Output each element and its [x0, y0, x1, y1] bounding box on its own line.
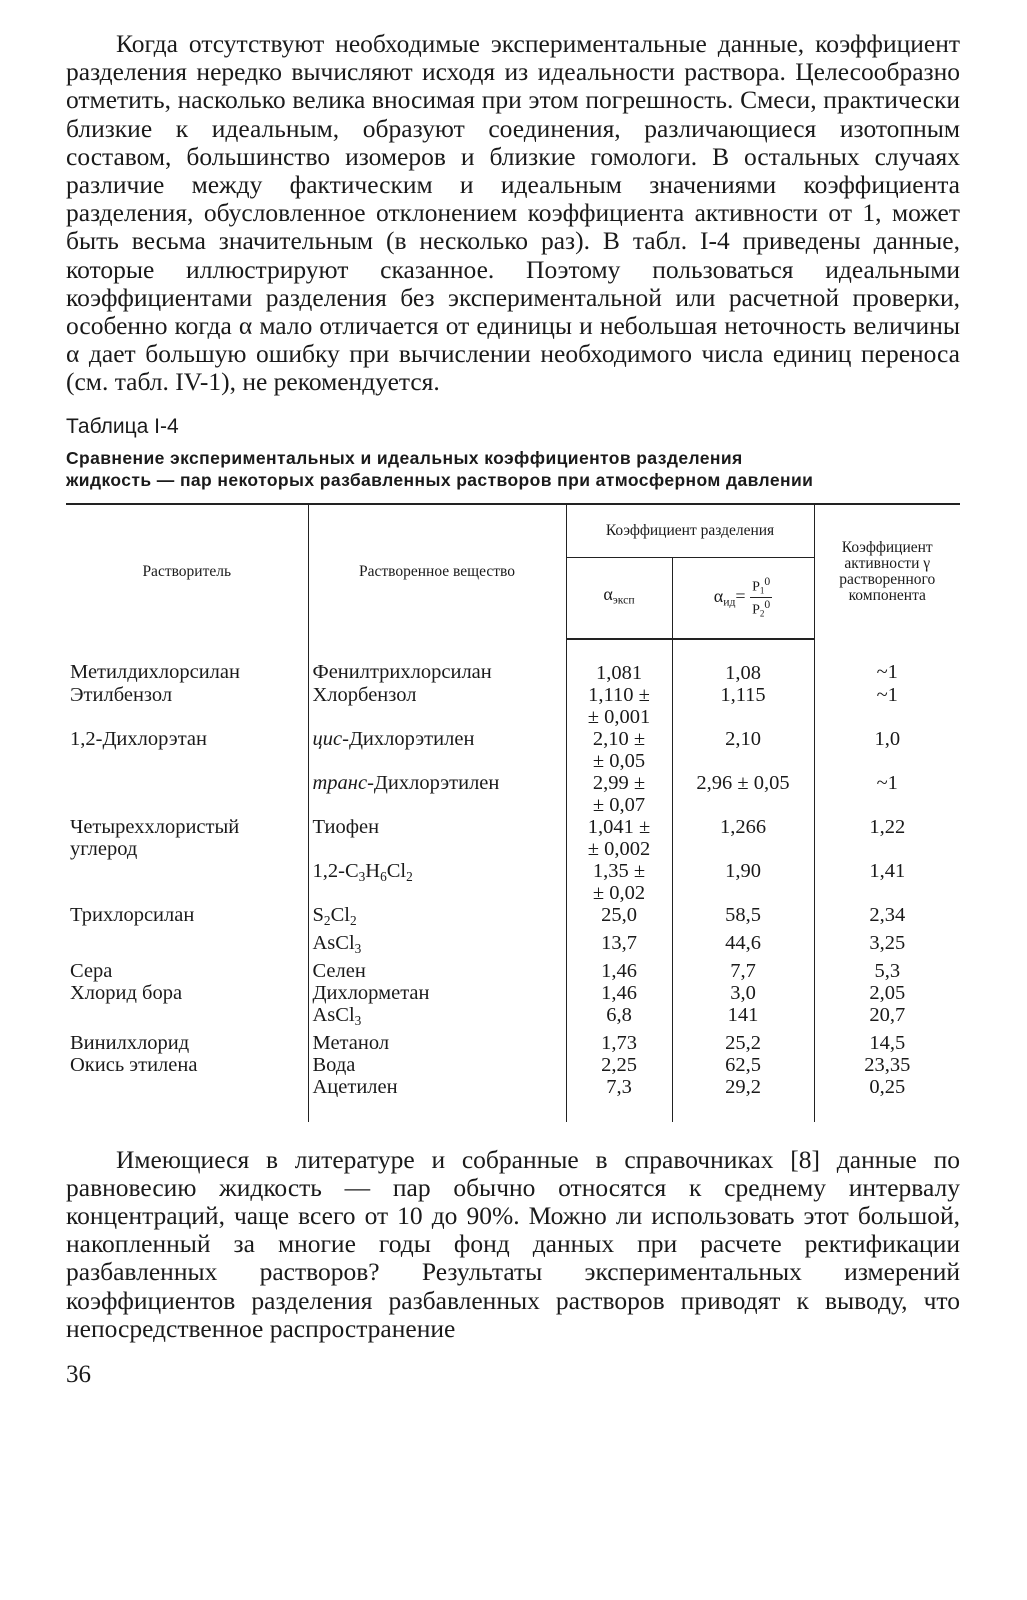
cell-alpha-exp: [566, 1004, 672, 1032]
solute-name: Вода: [312, 1053, 356, 1076]
table-row: [66, 728, 960, 772]
cell-alpha-exp: [566, 816, 672, 860]
cell-activity: 1,0: [814, 728, 960, 772]
cell-activity: 2,05: [814, 982, 960, 1004]
alpha-exp-deviation: ± 0,05: [592, 749, 646, 772]
cell-solute: [308, 816, 566, 860]
cell-solute: [308, 960, 566, 982]
table-body: [66, 639, 960, 1122]
cell-activity: 3,25: [814, 932, 960, 960]
table-caption: Таблица I-4: [66, 414, 179, 438]
solute-name: Ацетилен: [312, 1075, 398, 1098]
cell-alpha-exp: [566, 1076, 672, 1122]
closing-paragraph: Имеющиеся в литературе и собранные в справочниках [8] данные по равновесию жидкость — пар обычно относятся к среднему интервалу концентраций, чаще всего от 10 до 90%. Можно ли использовать этот большой, накопленный за многие годы фонд данных при расчете ректификации разбавленных растворов? Результаты экспериментальных измерений коэффициентов разделения разбавленных растворов приводят к выводу, что непосредственное распространение: [66, 1144, 960, 1343]
cell-solute: [308, 772, 566, 816]
cell-solute: [308, 639, 566, 684]
separation-coefficients-table: [66, 503, 960, 1122]
cell-alpha-ideal: 1,115: [672, 684, 814, 728]
cell-alpha-ideal: 62,5: [672, 1054, 814, 1076]
solute-name: $1,2-C_3H_6Cl_2$: [312, 859, 413, 884]
cell-alpha-ideal: 1,08: [672, 639, 814, 684]
alpha-exp-value: 2,99 ±: [592, 771, 646, 794]
alpha-exp-value: 1,46: [601, 981, 637, 1004]
page-number: 36: [66, 1361, 91, 1389]
cell-alpha-ideal: 29,2: [672, 1076, 814, 1122]
cell-activity: 1,22: [814, 816, 960, 860]
cell-solvent: [66, 1004, 308, 1032]
cell-alpha-ideal: 2,96 ± 0,05: [672, 772, 814, 816]
cell-alpha-exp: [566, 904, 672, 932]
cell-solute: [308, 904, 566, 932]
cell-alpha-exp: [566, 960, 672, 982]
cell-solute: [308, 728, 566, 772]
solute-name: Хлорбензол: [312, 683, 417, 706]
cell-alpha-ideal: 44,6: [672, 932, 814, 960]
cell-activity: ~1: [814, 772, 960, 816]
table-row: [66, 860, 960, 904]
solute-name: $S_2Cl_2$: [312, 903, 357, 928]
solute-name: Дихлорэтилен: [373, 771, 500, 794]
table-row: [66, 1054, 960, 1076]
cell-activity: ~1: [814, 684, 960, 728]
cell-alpha-ideal: 3,0: [672, 982, 814, 1004]
cell-alpha-exp: [566, 1032, 672, 1054]
header-solvent: Растворитель: [66, 504, 308, 639]
cell-solute: [308, 982, 566, 1004]
table-row: [66, 904, 960, 932]
solute-name: Фенилтрихлорсилан: [312, 660, 492, 683]
cell-solute: [308, 860, 566, 904]
table-row: [66, 816, 960, 860]
alpha-exp-value: 1,46: [601, 959, 637, 982]
cell-solvent: Метилдихлорсилан: [70, 660, 240, 683]
cell-solvent: Окись этилена: [70, 1053, 198, 1076]
cell-solvent: Сера: [70, 959, 113, 982]
header-solute: Растворенное вещество: [308, 504, 566, 639]
cell-alpha-ideal: 1,266: [672, 816, 814, 860]
cell-solvent: [66, 860, 308, 904]
intro-paragraph: Когда отсутствуют необходимые экспериментальные данные, коэффициент разделения нередко вычисляют исходя из идеальности раствора. Целесообразно отметить, насколько велика вносимая при этом погрешность. Смеси, практически близкие к идеальным, образуют соединения, различающиеся изотопным составом, большинство изомеров и близкие гомологи. В остальных случаях различие между фактическим и идеальным значениями коэффициента разделения, обусловленное отклонением коэффициента активности от 1, может быть весьма значительным (в несколько раз). В табл. I-4 приведены данные, которые иллюстрируют сказанное. Поэтому пользоваться идеальными коэффициентами разделения без экспериментальной или расчетной проверки, особенно когда α мало отличается от единицы и небольшая неточность величины α дает большую ошибку при вычислении необходимого числа единиц переноса (см. табл. IV-1), не рекомендуется.: [66, 29, 960, 397]
solute-name: AsCl$_3$: [312, 1003, 362, 1028]
cell-solvent: [66, 1076, 308, 1122]
alpha-exp-deviation: ± 0,001: [587, 705, 651, 728]
cell-activity: 23,35: [814, 1054, 960, 1076]
cell-activity: ~1: [814, 639, 960, 684]
table-row: [66, 772, 960, 816]
solute-name: Метанол: [312, 1031, 390, 1054]
alpha-exp-value: 2,25: [601, 1053, 637, 1076]
alpha-exp-deviation: ± 0,07: [592, 793, 646, 816]
table-row: [66, 932, 960, 960]
cell-solvent: Этилбензол: [70, 683, 173, 706]
solute-name: Селен: [312, 959, 366, 982]
alpha-exp-value: 25,0: [601, 903, 637, 926]
table-row: [66, 1032, 960, 1054]
alpha-exp-value: 1,110 ±: [588, 683, 650, 706]
table-row: [66, 639, 960, 684]
cell-alpha-ideal: 141: [672, 1004, 814, 1032]
alpha-exp-value: 1,73: [601, 1031, 637, 1054]
table-row: [66, 1076, 960, 1122]
header-activity-coefficient: Коэффициент активности γ растворенного компонента: [814, 504, 960, 639]
cell-solvent: Винилхлорид: [70, 1031, 190, 1054]
table-title-line-2: жидкость — пар некоторых разбавленных растворов при атмосферном давлении: [66, 469, 814, 490]
table-row: [66, 684, 960, 728]
solute-name: Дихлорметан: [312, 981, 430, 1004]
cell-solute: [308, 1054, 566, 1076]
cell-solute: [308, 1004, 566, 1032]
cell-alpha-exp: [566, 728, 672, 772]
alpha-exp-value: 7,3: [606, 1075, 632, 1098]
cell-activity: 5,3: [814, 960, 960, 982]
cell-alpha-exp: [566, 1054, 672, 1076]
cell-alpha-exp: [566, 772, 672, 816]
header-alpha-exp: $\alpha_{эксп}$: [566, 557, 672, 639]
table-row: [66, 960, 960, 982]
cell-solvent: Хлорид бора: [70, 981, 183, 1004]
cell-solvent: Четыреххлористый углерод: [70, 815, 240, 860]
header-separation-coefficient: Коэффициент разделения: [566, 504, 814, 558]
solute-name: Тиофен: [312, 815, 380, 838]
cell-solvent: [66, 772, 308, 816]
cell-alpha-exp: [566, 684, 672, 728]
table-title: [66, 447, 960, 491]
cell-activity: 0,25: [814, 1076, 960, 1122]
cell-alpha-ideal: 1,90: [672, 860, 814, 904]
alpha-exp-deviation: ± 0,002: [587, 837, 651, 860]
solute-name: Дихлорэтилен: [348, 727, 475, 750]
cell-solute: [308, 1032, 566, 1054]
table-row: [66, 982, 960, 1004]
cell-alpha-exp: [566, 982, 672, 1004]
alpha-exp-value: 1,35 ±: [592, 859, 646, 882]
cell-alpha-ideal: 7,7: [672, 960, 814, 982]
cell-solute: [308, 684, 566, 728]
alpha-exp-deviation: ± 0,02: [592, 881, 646, 904]
cell-alpha-ideal: 58,5: [672, 904, 814, 932]
header-alpha-ideal: $\alpha_{ид}=$ $\frac{P_1^0}{P_2^0}$: [672, 557, 814, 639]
solute-name: AsCl$_3$: [312, 931, 362, 956]
cell-solvent: [66, 932, 308, 960]
solute-prefix: цис-: [312, 727, 349, 750]
solute-prefix: транс-: [312, 771, 374, 794]
cell-activity: 20,7: [814, 1004, 960, 1032]
cell-alpha-ideal: 25,2: [672, 1032, 814, 1054]
cell-alpha-exp: [566, 860, 672, 904]
cell-solvent: 1,2-Дихлорэтан: [70, 727, 207, 750]
cell-alpha-exp: [566, 639, 672, 684]
cell-activity: 14,5: [814, 1032, 960, 1054]
cell-alpha-ideal: 2,10: [672, 728, 814, 772]
cell-solute: [308, 932, 566, 960]
book-page: [66, 30, 960, 1389]
alpha-exp-value: 1,041 ±: [587, 815, 651, 838]
cell-activity: 1,41: [814, 860, 960, 904]
alpha-exp-value: 6,8: [606, 1003, 632, 1026]
alpha-exp-value: 1,081: [595, 661, 643, 684]
table-row: [66, 1004, 960, 1032]
alpha-exp-value: 13,7: [601, 931, 637, 954]
alpha-exp-value: 2,10 ±: [592, 727, 646, 750]
cell-alpha-exp: [566, 932, 672, 960]
cell-activity: 2,34: [814, 904, 960, 932]
cell-solute: [308, 1076, 566, 1122]
cell-solvent: Трихлорсилан: [70, 903, 195, 926]
table-title-line-1: Сравнение экспериментальных и идеальных коэффициентов разделения: [66, 447, 743, 468]
